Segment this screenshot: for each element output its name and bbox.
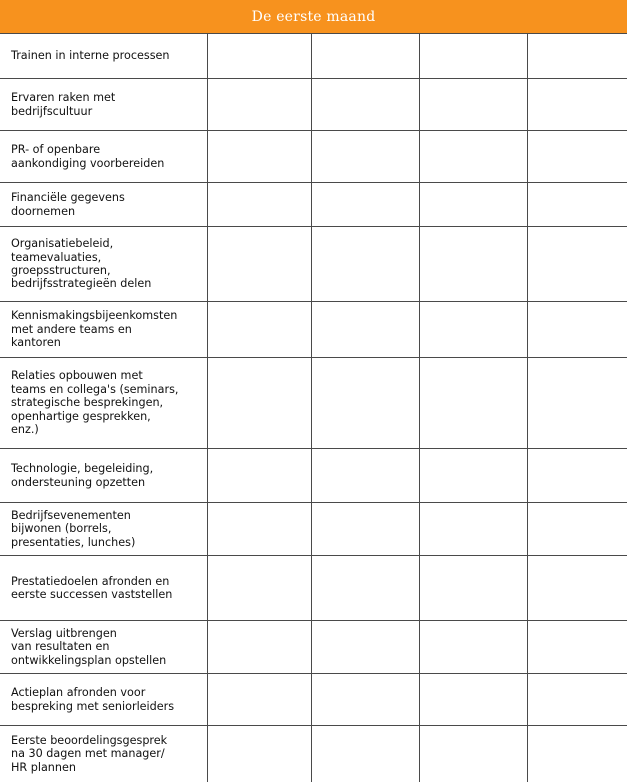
row-label: Ervaren raken met bedrijfscultuur	[11, 91, 116, 118]
row-label: PR- of openbare aankondiging voorbereiden	[11, 143, 165, 170]
row-label: Prestatiedoelen afronden en eerste successen vaststellen	[11, 574, 173, 601]
table-title: De eerste maand	[251, 8, 376, 25]
row-label: Trainen in interne processen	[11, 48, 170, 62]
row-label: Eerste beoordelingsgesprek na 30 dagen met manager/ HR plannen	[11, 733, 168, 774]
checklist-table	[0, 33, 627, 782]
row-label: Verslag uitbrengen van resultaten en ontwikkelingsplan opstellen	[11, 626, 167, 667]
row-label: Kennismakingsbijeenkomsten met andere teams en kantoren	[11, 309, 178, 350]
table-header	[0, 0, 627, 33]
row-label: Actieplan afronden voor bespreking met seniorleiders	[11, 686, 175, 713]
row-label: Technologie, begeleiding, ondersteuning opzetten	[11, 462, 154, 489]
column-divider	[419, 33, 420, 782]
column-divider	[311, 33, 312, 782]
row-label: Organisatiebeleid, teamevaluaties, groepsstructuren, bedrijfsstrategieën delen	[11, 237, 152, 291]
row-label: Financiële gegevens doornemen	[11, 191, 125, 218]
row-label: Relaties opbouwen met teams en collega's (seminars, strategische besprekingen, openhartige gesprekken, enz.)	[11, 369, 179, 437]
column-divider	[527, 33, 528, 782]
column-divider	[207, 33, 208, 782]
row-label: Bedrijfsevenementen bijwonen (borrels, presentaties, lunches)	[11, 508, 136, 549]
